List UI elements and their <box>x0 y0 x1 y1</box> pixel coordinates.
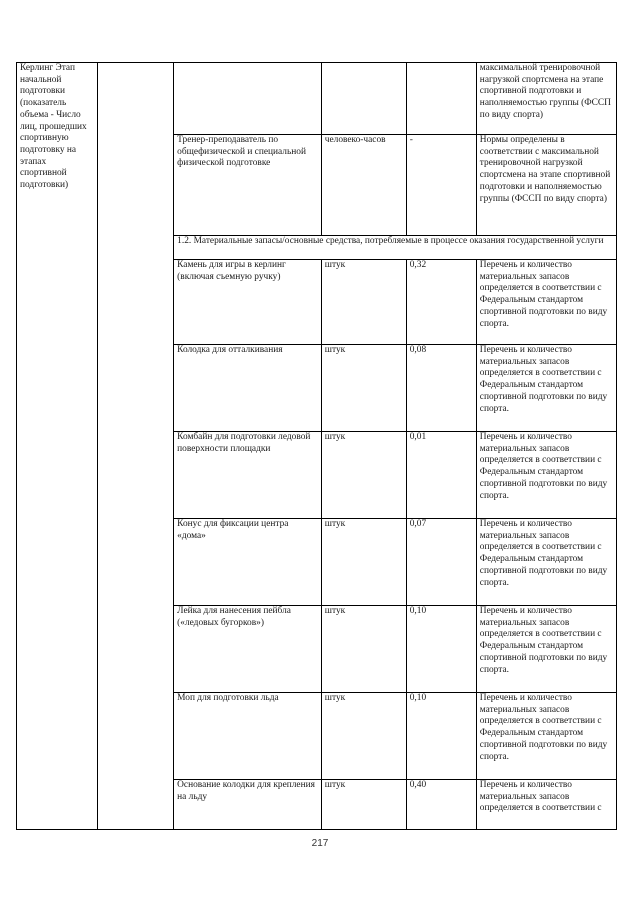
unit-cell: штук <box>321 606 406 693</box>
table-cell <box>174 63 322 135</box>
note-cell: Нормы определены в соответствии с максимальной тренировочной нагрузкой спортсмена на этапе спортивной подготовки и наполняемостью группы (ФССП по виду спорта) <box>476 135 616 236</box>
value-cell: 0,01 <box>406 432 476 519</box>
unit-cell: штук <box>321 345 406 432</box>
unit-cell: штук <box>321 519 406 606</box>
note-cell: Перечень и количество материальных запасов определяется в соответствии с Федеральным стандартом спортивной подготовки по виду спорта. <box>476 260 616 345</box>
note-cell: Перечень и количество материальных запасов определяется в соответствии с Федеральным стандартом спортивной подготовки по виду спорта. <box>476 345 616 432</box>
value-cell: 0,08 <box>406 345 476 432</box>
note-cell: Перечень и количество материальных запасов определяется в соответствии с <box>476 780 616 830</box>
normative-table <box>16 62 617 830</box>
note-cell: максимальной тренировочной нагрузкой спортсмена на этапе спортивной подготовки и наполняемостью группы (ФССП по виду спорта) <box>476 63 616 135</box>
value-cell: 0,40 <box>406 780 476 830</box>
item-name-cell: Моп для подготовки льда <box>174 693 322 780</box>
empty-cell <box>97 63 173 830</box>
unit-cell: штук <box>321 432 406 519</box>
table-cell <box>406 63 476 135</box>
section-title-cell: 1.2. Материальные запасы/основные средства, потребляемые в процессе оказания государственной услуги <box>174 236 617 260</box>
value-cell: 0,10 <box>406 693 476 780</box>
item-name-cell: Конус для фиксации центра «дома» <box>174 519 322 606</box>
unit-cell: штук <box>321 780 406 830</box>
item-name-cell: Лейка для нанесения пейбла («ледовых бугорков») <box>174 606 322 693</box>
item-name-cell: Камень для игры в керлинг (включая съемную ручку) <box>174 260 322 345</box>
page-number: 217 <box>311 838 329 849</box>
note-cell: Перечень и количество материальных запасов определяется в соответствии с Федеральным стандартом спортивной подготовки по виду спорта. <box>476 432 616 519</box>
service-label-cell: Керлинг Этап начальной подготовки (показатель объема - Число лиц, прошедших спортивную подготовку на этапах спортивной подготовки) <box>17 63 98 830</box>
item-name-cell: Комбайн для подготовки ледовой поверхности площадки <box>174 432 322 519</box>
table-row <box>17 63 617 135</box>
resource-name-cell: Тренер-преподаватель по общефизической и специальной физической подготовке <box>174 135 322 236</box>
value-cell: 0,32 <box>406 260 476 345</box>
value-cell: 0,10 <box>406 606 476 693</box>
unit-cell: человеко-часов <box>321 135 406 236</box>
item-name-cell: Колодка для отталкивания <box>174 345 322 432</box>
item-name-cell: Основание колодки для крепления на льду <box>174 780 322 830</box>
unit-cell: штук <box>321 260 406 345</box>
value-cell: - <box>406 135 476 236</box>
value-cell: 0,07 <box>406 519 476 606</box>
unit-cell: штук <box>321 693 406 780</box>
note-cell: Перечень и количество материальных запасов определяется в соответствии с Федеральным стандартом спортивной подготовки по виду спорта. <box>476 519 616 606</box>
note-cell: Перечень и количество материальных запасов определяется в соответствии с Федеральным стандартом спортивной подготовки по виду спорта. <box>476 606 616 693</box>
table-cell <box>321 63 406 135</box>
note-cell: Перечень и количество материальных запасов определяется в соответствии с Федеральным стандартом спортивной подготовки по виду спорта. <box>476 693 616 780</box>
